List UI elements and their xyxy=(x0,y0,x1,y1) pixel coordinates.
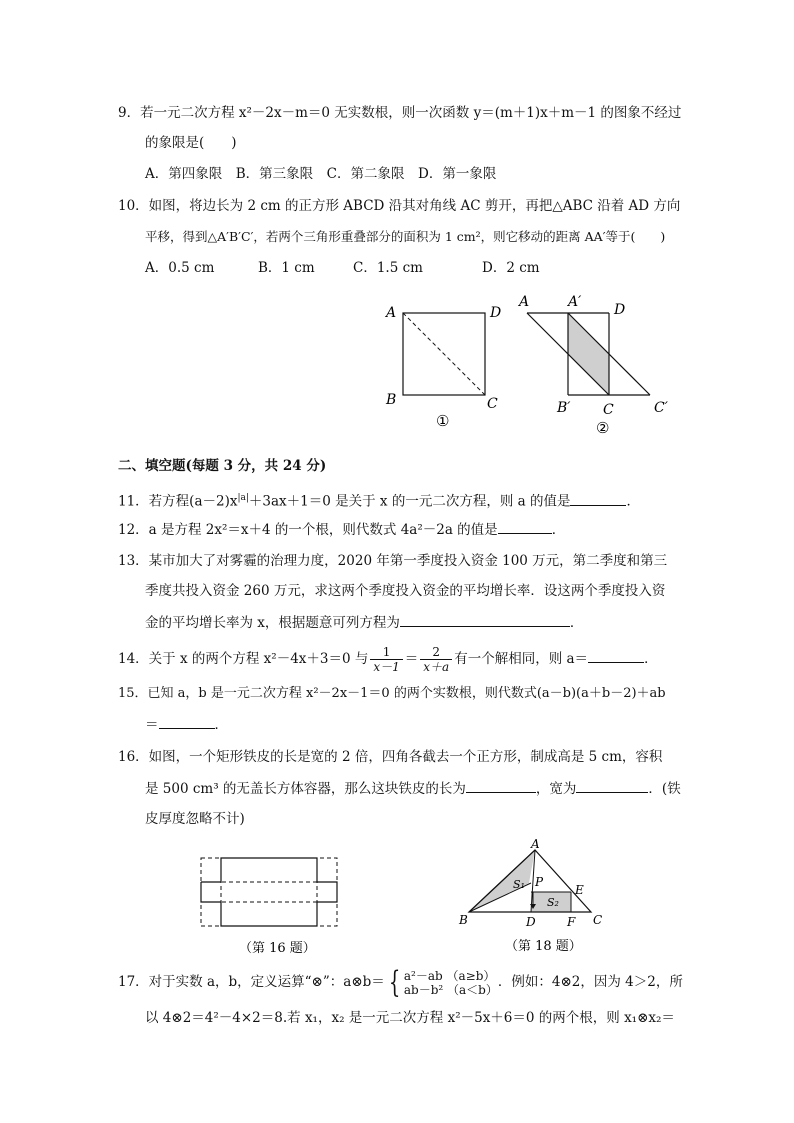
q17-line1 xyxy=(118,962,683,1002)
fig2-label-a: A xyxy=(519,294,530,310)
q10-line2: 平移，得到△A′B′C′，若两个三角形重叠部分的面积为 1 cm²，则它移动的距离 AA′等于( ) xyxy=(145,229,666,244)
fig18-label-s2: S₂ xyxy=(547,896,559,909)
q13-line3 xyxy=(145,612,583,633)
fig2-label-a-prime: A′ xyxy=(568,294,582,310)
q12 xyxy=(118,519,565,540)
fig2-caption: ② xyxy=(596,419,610,437)
fig18-label-a: A xyxy=(531,838,540,851)
q16-line2-end: ．(铁 xyxy=(648,781,681,797)
fig18-label-d: D xyxy=(526,915,536,929)
q15-line1: 15．已知 a，b 是一元二次方程 x²－2x－1＝0 的两个实数根，则代数式(a－b)(a＋b－2)＋ab xyxy=(118,686,666,701)
q14-fraction-1 xyxy=(370,645,402,674)
q13-answer-blank[interactable] xyxy=(400,612,570,627)
q16-figure-caption: （第 16 题） xyxy=(239,941,316,956)
q14-answer-blank[interactable] xyxy=(588,648,644,663)
q14-post: 有一个解相同，则 a＝ xyxy=(454,651,589,667)
q14-equals: ＝ xyxy=(404,651,419,667)
q17-line2: 以 4⊗2＝4²－4×2＝8.若 x₁，x₂ 是一元二次方程 x²－5x＋6＝0 的两个根，则 x₁⊗x₂＝ xyxy=(145,1010,675,1026)
q9-options: A．第四象限 B．第三象限 C．第二象限 D．第一象限 xyxy=(145,166,497,182)
q15-answer-blank[interactable] xyxy=(159,714,215,729)
q17-pre: 17．对于实数 a，b，定义运算“⊗”：a⊗b＝ xyxy=(118,974,385,990)
q14-end: ． xyxy=(644,651,658,667)
q17-piecewise xyxy=(404,969,498,997)
q13-line3-text: 金的平均增长率为 x，根据题意可列方程为 xyxy=(145,615,400,631)
q14-fraction-2-numerator: 2 xyxy=(420,645,452,660)
q17-brace-icon: { xyxy=(388,964,401,1000)
q9-line2: 的象限是( ) xyxy=(145,135,237,151)
q11-pre: 11．若方程(a－2)x xyxy=(118,493,238,510)
q15-line2-pre: ＝ xyxy=(145,717,159,733)
q16-line1: 16．如图，一个矩形铁皮的长是宽的 2 倍，四角各截去一个正方形，制成高是 5 cm，容积 xyxy=(118,749,663,765)
q11 xyxy=(118,488,640,512)
q11-end: ． xyxy=(626,493,640,510)
fig18-label-c: C xyxy=(593,913,603,927)
q16-width-blank[interactable] xyxy=(576,778,648,793)
q16-line2-mid: ，宽为 xyxy=(535,781,577,797)
q9-line1: 9．若一元二次方程 x²－2x－m＝0 无实数根，则一次函数 y＝(m＋1)x＋m－1 的图象不经过 xyxy=(118,105,682,121)
fig1-label-d: D xyxy=(490,305,502,321)
q10-option-d: D．2 cm xyxy=(482,260,540,276)
fig18-label-p: P xyxy=(535,875,544,889)
q12-end: ． xyxy=(551,522,566,538)
fig18-label-e: E xyxy=(575,883,584,897)
q11-answer-blank[interactable] xyxy=(570,491,626,506)
q16-line3: 皮厚度忽略不计) xyxy=(145,811,245,827)
fig18-caption: （第 18 题） xyxy=(505,939,582,954)
figure-1-square xyxy=(384,305,501,430)
fig18-label-f: F xyxy=(567,915,576,929)
q16-figure xyxy=(195,852,345,962)
q14-fraction-1-denominator: x－1 xyxy=(373,660,400,674)
q17-case-1: a²－ab （a≥b） xyxy=(403,968,496,983)
fig2-label-c-prime: C′ xyxy=(654,400,668,416)
q10-option-c: C．1.5 cm xyxy=(353,260,423,276)
q10-line1: 10．如图，将边长为 2 cm 的正方形 ABCD 沿其对角线 AC 剪开，再把△ABC 沿着 AD 方向 xyxy=(118,198,681,214)
section-2-title: 二、填空题(每题 3 分，共 24 分) xyxy=(118,458,327,474)
q14-pre: 14．关于 x 的两个方程 x²－4x＋3＝0 与 xyxy=(118,651,369,667)
fig18-label-b: B xyxy=(459,913,468,927)
q12-pre: 12．a 是方程 2x²＝x＋4 的一个根，则代数式 4a²－2a 的值是 xyxy=(118,522,498,538)
figure-2-translated-triangles xyxy=(517,294,669,437)
q10-figures xyxy=(380,290,680,440)
q14-fraction-2-denominator: x＋a xyxy=(423,660,450,674)
fig2-label-d: D xyxy=(614,302,626,318)
fig1-label-b: B xyxy=(386,392,397,408)
fig2-label-c: C xyxy=(603,402,614,418)
q17-case-2: ab－b² （a＜b） xyxy=(403,982,498,997)
q11-post: ＋3ax＋1＝0 是关于 x 的一元二次方程，则 a 的值是 xyxy=(248,493,571,510)
fig1-caption: ① xyxy=(436,412,450,430)
q13-line1: 13．某市加大了对雾霾的治理力度，2020 年第一季度投入资金 100 万元，第二季度和第三 xyxy=(118,553,668,569)
q16-length-blank[interactable] xyxy=(466,778,536,793)
q13-end: ． xyxy=(569,615,584,631)
q18-figure xyxy=(455,838,615,960)
q12-answer-blank[interactable] xyxy=(498,519,552,534)
q10-option-b: B．1 cm xyxy=(258,260,315,276)
fig1-label-c: C xyxy=(487,396,498,412)
fig2-label-b-prime: B′ xyxy=(557,400,571,416)
q13-line2: 季度共投入资金 260 万元，求这两个季度投入资金的平均增长率．设这两个季度投入资 xyxy=(145,583,666,599)
q10-option-a: A．0.5 cm xyxy=(145,260,215,276)
fig18-label-s1: S₁ xyxy=(513,878,525,891)
q17-post: ．例如：4⊗2，因为 4＞2，所 xyxy=(497,974,683,990)
q15-line2 xyxy=(145,714,228,735)
q16-line2-pre: 是 500 cm³ 的无盖长方体容器，那么这块铁皮的长为 xyxy=(145,781,466,797)
q15-end: ． xyxy=(214,717,228,733)
q14 xyxy=(118,641,658,677)
fig1-label-a: A xyxy=(386,305,397,321)
q16-line2 xyxy=(145,778,681,799)
q14-fraction-2 xyxy=(420,645,452,674)
q11-exponent: |a| xyxy=(237,493,249,503)
q14-fraction-1-numerator: 1 xyxy=(370,645,402,660)
